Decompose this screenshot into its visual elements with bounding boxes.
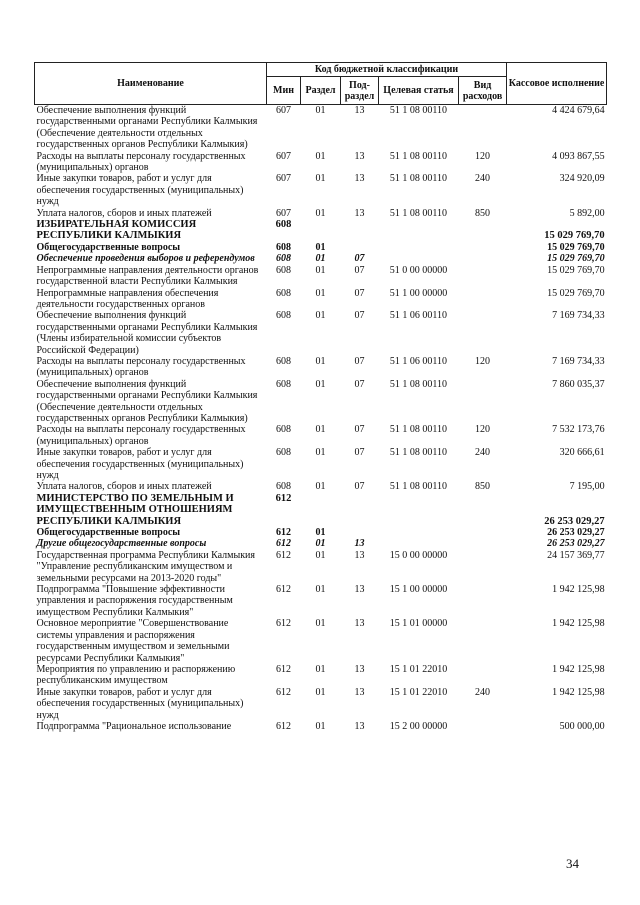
row-podrazdel: 07 (354, 287, 365, 299)
budget-page (34, 62, 606, 732)
row-target (379, 253, 459, 264)
row-name: Мероприятия по управлению и распоряжению республиканским имуществом (36, 663, 236, 687)
row-podrazdel: 07 (354, 253, 365, 265)
row-amount: 26 253 029,27 (547, 527, 605, 539)
row-name: Расходы на выплаты персоналу государственных (муниципальных) органов (36, 424, 246, 447)
row-min: 612 (276, 549, 291, 561)
row-target: 51 1 06 00110 (389, 355, 448, 367)
table-row (35, 618, 607, 664)
row-min: 608 (276, 241, 291, 253)
row-podrazdel (341, 242, 379, 253)
row-razdel: 01 (315, 663, 326, 675)
row-podrazdel: 13 (354, 207, 365, 219)
row-name: Расходы на выплаты персоналу государственных (муниципальных) органов (36, 150, 246, 174)
row-razdel: 01 (315, 264, 326, 276)
row-target: 51 1 08 00110 (389, 481, 448, 493)
table-row (35, 584, 607, 618)
row-target (379, 527, 459, 538)
row-podrazdel: 13 (354, 549, 365, 561)
row-podrazdel: 13 (354, 173, 365, 185)
table-header (35, 63, 607, 105)
row-min: 607 (276, 150, 291, 162)
row-razdel: 01 (315, 584, 326, 596)
row-min: 608 (276, 481, 291, 493)
row-amount: 15 029 769,70 (547, 287, 605, 299)
row-min: 612 (275, 492, 292, 504)
row-name: ИЗБИРАТЕЛЬНАЯ КОМИССИЯ РЕСПУБЛИКИ КАЛМЫКИЯ (36, 219, 197, 242)
row-amount: 5 892,00 (569, 207, 605, 219)
row-amount: 4 424 679,64 (552, 105, 605, 116)
row-amount: 1 942 125,98 (552, 618, 605, 630)
row-name: Государственная программа Республики Калмыкия "Управление республиканским имуществом и земельными ресурсами на 2013-2020 годы" (36, 549, 256, 584)
row-vid (459, 265, 507, 288)
row-name: Обеспечение выполнения функций государственными органами Республики Калмыкия (Обеспечение деятельности отдельных государственных органов Республики Калмыкия) (36, 105, 258, 151)
row-vid (459, 288, 507, 311)
row-podrazdel: 07 (354, 264, 365, 276)
table-row (35, 242, 607, 253)
row-min: 608 (276, 310, 291, 322)
table-row (35, 356, 607, 379)
row-target (379, 219, 459, 242)
header-podrazdel: Под-раздел (341, 77, 379, 105)
row-target (379, 538, 459, 549)
row-min: 607 (276, 173, 291, 185)
row-razdel: 01 (315, 173, 326, 185)
row-amount: 1 942 125,98 (552, 663, 605, 675)
row-podrazdel: 13 (354, 720, 365, 732)
row-razdel: 01 (315, 538, 326, 550)
row-vid (459, 253, 507, 264)
row-razdel: 01 (315, 105, 326, 116)
row-amount: 15 029 769,70 (547, 264, 605, 276)
row-podrazdel: 13 (354, 584, 365, 596)
row-min: 607 (276, 207, 291, 219)
row-name: Основное мероприятие "Совершенствование системы управления и распоряжения государственным имуществом и земельными ресурсами Республики Калмыкия" (36, 618, 230, 664)
row-podrazdel: 07 (354, 447, 365, 459)
row-name: Непрограммные направления деятельности органов государственной власти Республики Калмыкия (36, 264, 259, 288)
header-vid: Вид расходов (459, 77, 507, 105)
row-target (379, 242, 459, 253)
row-name: Подпрограмма "Рациональное использование (36, 720, 232, 732)
row-razdel: 01 (315, 355, 326, 367)
header-code-group: Код бюджетной классификации (267, 63, 507, 77)
table-row (35, 687, 607, 721)
row-podrazdel: 07 (354, 481, 365, 493)
row-name: Иные закупки товаров, работ и услуг для обеспечения государственных (муниципальных) нужд (36, 447, 244, 481)
table-row (35, 493, 607, 527)
row-vid (459, 105, 507, 151)
table-row (35, 219, 607, 242)
row-name: Обеспечение проведения выборов и референдумов (36, 253, 255, 265)
row-amount: 1 942 125,98 (552, 584, 605, 596)
row-name: Обеспечение выполнения функций государственными органами Республики Калмыкия (Обеспечение деятельности отдельных государственных органов Республики Калмыкия) (36, 378, 258, 424)
table-row (35, 265, 607, 288)
row-target (379, 493, 459, 527)
row-vid: 240 (475, 447, 491, 459)
row-name: Обеспечение выполнения функций государственными органами Республики Калмыкия (Члены избирательной комиссии субъектов Российской Федерации) (36, 310, 258, 356)
row-min: 612 (276, 663, 291, 675)
row-target: 51 1 08 00110 (389, 207, 448, 219)
row-target: 15 1 01 22010 (389, 663, 448, 675)
row-target: 51 1 06 00110 (389, 310, 448, 322)
row-vid (459, 721, 507, 732)
row-vid: 120 (475, 150, 491, 162)
table-row (35, 151, 607, 174)
row-razdel: 01 (315, 447, 326, 459)
row-min: 608 (276, 447, 291, 459)
row-min: 612 (276, 618, 291, 630)
row-razdel: 01 (315, 207, 326, 219)
row-amount: 7 195,00 (569, 481, 605, 493)
page-number: 34 (566, 856, 579, 871)
row-podrazdel (341, 527, 379, 538)
row-podrazdel: 13 (354, 686, 365, 698)
table-body (35, 105, 607, 733)
row-amount: 500 000,00 (559, 720, 605, 732)
row-vid (459, 493, 507, 527)
row-name: Иные закупки товаров, работ и услуг для обеспечения государственных (муниципальных) нужд (36, 173, 244, 208)
row-podrazdel: 07 (354, 424, 365, 436)
row-podrazdel: 07 (354, 310, 365, 322)
row-vid (459, 664, 507, 687)
row-vid: 120 (475, 355, 491, 367)
row-name: Другие общегосударственные вопросы (36, 538, 207, 550)
row-name: Уплата налогов, сборов и иных платежей (36, 481, 212, 493)
row-razdel: 01 (315, 310, 326, 322)
row-podrazdel: 13 (354, 538, 365, 550)
row-min: 612 (276, 527, 291, 539)
row-amount: 26 253 029,27 (547, 538, 605, 550)
row-razdel: 01 (315, 686, 326, 698)
table-row (35, 481, 607, 492)
row-name: Непрограммные направления обеспечения деятельности государственных органов (36, 287, 219, 310)
row-min: 608 (276, 378, 291, 390)
row-razdel: 01 (315, 549, 326, 561)
row-target: 51 1 08 00110 (389, 447, 448, 459)
row-podrazdel: 13 (354, 618, 365, 630)
row-target: 51 1 00 00000 (389, 287, 448, 299)
row-name: Расходы на выплаты персоналу государственных (муниципальных) органов (36, 355, 246, 379)
row-vid (459, 584, 507, 618)
row-min: 608 (276, 287, 291, 299)
row-amount: 15 029 769,70 (547, 241, 605, 253)
row-amount: 7 860 035,37 (552, 378, 605, 390)
table-row (35, 173, 607, 207)
row-target: 15 1 01 22010 (389, 686, 448, 698)
header-target: Целевая статья (379, 77, 459, 105)
row-podrazdel: 13 (354, 150, 365, 162)
row-min: 608 (276, 355, 291, 367)
row-min: 612 (276, 686, 291, 698)
row-amount: 24 157 369,77 (547, 549, 605, 561)
row-min: 612 (276, 584, 291, 596)
row-name: Подпрограмма "Повышение эффективности управления и распоряжения государственным имуществом Республики Калмыкия" (36, 584, 233, 618)
table-row (35, 538, 607, 549)
table-row (35, 424, 607, 447)
row-podrazdel (341, 219, 379, 242)
row-target: 51 1 08 00110 (389, 378, 448, 390)
row-vid (459, 242, 507, 253)
row-target: 51 0 00 00000 (389, 264, 448, 276)
table-row (35, 105, 607, 151)
row-min: 608 (276, 424, 291, 436)
row-min: 608 (276, 264, 291, 276)
header-execution: Кассовое исполнение (507, 63, 607, 105)
row-amount: 324 920,09 (559, 173, 605, 185)
row-amount: 7 532 173,76 (552, 424, 605, 436)
row-podrazdel: 07 (354, 378, 365, 390)
table-row (35, 253, 607, 264)
row-podrazdel (341, 493, 379, 527)
row-vid: 240 (475, 173, 491, 185)
row-amount: 1 942 125,98 (552, 686, 605, 698)
row-razdel: 01 (315, 287, 326, 299)
row-amount: 4 093 867,55 (552, 150, 605, 162)
row-vid: 240 (475, 686, 491, 698)
row-razdel: 01 (315, 424, 326, 436)
row-name: Иные закупки товаров, работ и услуг для обеспечения государственных (муниципальных) нужд (36, 686, 244, 721)
row-vid: 850 (475, 481, 491, 493)
header-razdel: Раздел (301, 77, 341, 105)
row-amount: 26 253 029,27 (544, 515, 605, 527)
table-row (35, 527, 607, 538)
row-name: Общегосударственные вопросы (36, 527, 181, 539)
row-amount: 7 169 734,33 (552, 310, 605, 322)
budget-table (34, 62, 607, 732)
row-razdel (301, 219, 341, 242)
row-vid (459, 538, 507, 549)
row-amount: 15 029 769,70 (544, 230, 605, 242)
row-razdel: 01 (315, 618, 326, 630)
table-row (35, 721, 607, 732)
row-min: 612 (276, 720, 291, 732)
row-amount: 15 029 769,70 (547, 253, 605, 265)
row-vid (459, 618, 507, 664)
row-vid (459, 527, 507, 538)
row-vid (459, 219, 507, 242)
row-target: 15 0 00 00000 (389, 549, 448, 561)
row-min: 608 (275, 219, 292, 231)
row-amount: 7 169 734,33 (552, 355, 605, 367)
row-razdel: 01 (315, 241, 326, 253)
table-row (35, 550, 607, 584)
row-podrazdel: 13 (354, 663, 365, 675)
row-target: 51 1 08 00110 (389, 424, 448, 436)
row-podrazdel: 13 (354, 105, 365, 116)
row-target: 51 1 08 00110 (389, 173, 448, 185)
table-row (35, 447, 607, 481)
row-razdel: 01 (315, 378, 326, 390)
table-row (35, 664, 607, 687)
row-razdel: 01 (315, 720, 326, 732)
row-min: 607 (276, 105, 291, 116)
row-name: МИНИСТЕРСТВО ПО ЗЕМЕЛЬНЫМ И ИМУЩЕСТВЕННЫМ ОТНОШЕНИЯМ РЕСПУБЛИКИ КАЛМЫКИЯ (36, 492, 234, 527)
row-podrazdel: 07 (354, 355, 365, 367)
table-row (35, 208, 607, 219)
row-min: 612 (276, 538, 291, 550)
row-vid (459, 310, 507, 356)
row-target: 15 1 00 00000 (389, 584, 448, 596)
row-target: 51 1 08 00110 (389, 105, 448, 116)
row-target: 51 1 08 00110 (389, 150, 448, 162)
row-razdel: 01 (315, 527, 326, 539)
row-vid: 850 (475, 207, 491, 219)
row-vid: 120 (475, 424, 491, 436)
table-row (35, 310, 607, 356)
row-amount: 320 666,61 (559, 447, 605, 459)
row-target: 15 1 01 00000 (389, 618, 448, 630)
table-row (35, 288, 607, 311)
row-razdel (301, 493, 341, 527)
row-name: Общегосударственные вопросы (36, 241, 181, 253)
row-target: 15 2 00 00000 (389, 720, 448, 732)
row-vid (459, 379, 507, 425)
row-razdel: 01 (315, 150, 326, 162)
header-name: Наименование (35, 63, 267, 105)
row-name: Уплата налогов, сборов и иных платежей (36, 207, 212, 219)
row-razdel: 01 (315, 253, 326, 265)
row-vid (459, 550, 507, 584)
table-row (35, 379, 607, 425)
row-min: 608 (276, 253, 291, 265)
header-min: Мин (267, 77, 301, 105)
row-razdel: 01 (315, 481, 326, 493)
